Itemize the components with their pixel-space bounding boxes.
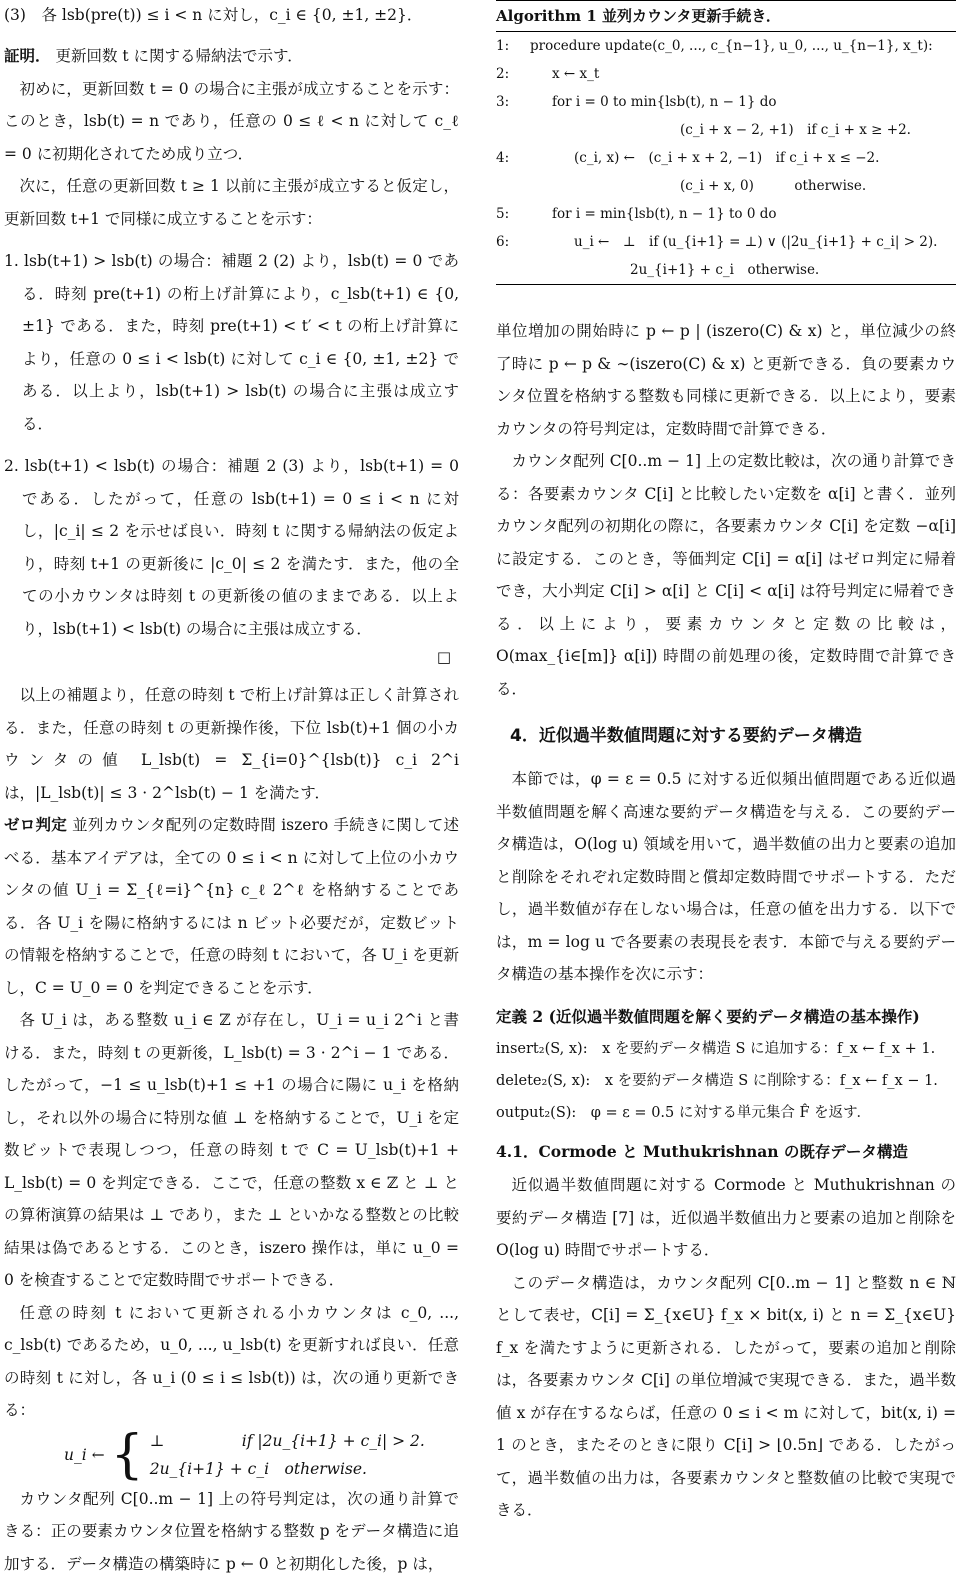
zero-test-paragraph <box>4 809 459 1004</box>
section-title: 4．近似過半数値問題に対する要約データ構造 <box>510 719 956 753</box>
algo-line <box>496 60 956 88</box>
ui-paragraph: 各 U_i は，ある整数 u_i ∈ ℤ が存在し，U_i = u_i 2^i と書ける．また，時刻 t の更新後，L_lsb(t) = 3 · 2^i − 1 である．したがって，−1 ≤ u_lsb(t)+1 ≤ +1 の場合に陽に u_i を格納し，それ以外の場合に特別な値 ⊥ を格納することで，U_i を定数ビットで表現しつつ，任意の時刻 t で C = U_lsb(t)+1 + L_lsb(t) = 0 を判定できる．ここで，任意の整数 x ∈ ℤ と ⊥ との算術演算の結果は ⊥ であり，また ⊥ といかなる整数との比較結果は偽であるとする．このとき，iszero 操作は，単に u_0 = 0 を検査することで定数時間でサポートできる． <box>4 1004 459 1297</box>
algo-line-text: (c_i, x) ← (c_i + x + 2, −1) if c_i + x ≤ −2. <box>530 144 879 172</box>
algo-line <box>496 172 956 200</box>
algo-line-number <box>496 116 530 144</box>
definition-output: output₂(S): φ = ε = 0.5 に対する単元集合 F̂ を返す． <box>496 1097 956 1129</box>
summary-paragraph: 以上の補題より，任意の時刻 t で桁上げ計算は正しく計算される．また，任意の時刻 t の更新操作後，下位 lsb(t)+1 個の小カウンタの値 L_lsb(t) = Σ_{i=0}^{lsb(t)} c_i 2^i は，|L_lsb(t)| ≤ 3 · 2^lsb(t) − 1 を満たす． <box>4 679 459 809</box>
update-paragraph: 任意の時刻 t において更新される小カウンタは c_0, ..., c_lsb(t) であるため，u_0, ..., u_lsb(t) を更新すれば良い．任意の時刻 t に対し，各 u_i (0 ≤ i ≤ lsb(t)) は，次の通り更新できる： <box>4 1297 459 1427</box>
algo-line <box>496 144 956 172</box>
algo-line <box>496 32 956 60</box>
definition-delete: delete₂(S, x): x を要約データ構造 S に削除する：f_x ← f_x − 1. <box>496 1065 956 1097</box>
algorithm-title: Algorithm 1 並列カウンタ更新手続き． <box>496 1 956 32</box>
algo-line-number: 4: <box>496 144 530 172</box>
algo-line-number: 5: <box>496 200 530 228</box>
proof-paragraph <box>4 40 459 73</box>
formula-lhs: u_i ← <box>64 1441 105 1469</box>
algo-line-text: x ← x_t <box>530 60 599 88</box>
formula-cases <box>150 1427 425 1483</box>
proof-title: 証明． <box>4 46 51 65</box>
cm-paragraph-2: このデータ構造は，カウンタ配列 C[0..m − 1] と整数 n ∈ ℕ として表せ，C[i] = Σ_{x∈U} f_x × bit(x, i) と n = Σ_{x∈U} f_x を満たすように更新される．したがって，要素の追加と削除は，各要素カウンタ C[i] の単位増減で実現できる．また，過半数値 x が存在するならば，任意の 0 ≤ i < m に対して，bit(x, i) = 1 のとき，またそのときに限り C[i] > ⌊0.5n⌋ である．したがって，過半数値の出力は，各要素カウンタと整数値の比較で実現できる． <box>496 1267 956 1527</box>
section-intro-paragraph: 本節では，φ = ε = 0.5 に対する近似頻出値問題である近似過半数値問題を解く高速な要約データ構造を与える．この要約データ構造は，O(log u) 領域を用いて，過半数値の出力と要素の追加と削除をそれぞれ定数時間と償却定数時間でサポートする．ただし，過半数値が存在しない場合は，任意の値を出力する．以下では，m = log u で各要素の表現長を表す．本節で与える要約データ構造の基本操作を次に示す： <box>496 763 956 991</box>
algo-line-text: for i = min{lsb(t), n − 1} to 0 do <box>530 200 776 228</box>
algo-line-text: 2u_{i+1} + c_i otherwise. <box>530 256 819 284</box>
lemma-item-3: (3) 各 lsb(pre(t)) ≤ i < n に対し，c_i ∈ {0, ±1, ±2}． <box>4 0 459 30</box>
algo-line-text: for i = 0 to min{lsb(t), n − 1} do <box>530 88 776 116</box>
ui-update-formula <box>4 1427 459 1483</box>
algo-line-text: procedure update(c_0, ..., c_{n−1}, u_0, ..., u_{n−1}, x_t): <box>530 32 933 60</box>
case-2: 2. lsb(t+1) < lsb(t) の場合：補題 2 (3) より，lsb(t+1) = 0 である．したがって，任意の lsb(t+1) = 0 ≤ i < n に対し，|c_i| ≤ 2 を示せば良い．時刻 t に関する帰納法の仮定より，時刻 t+1 の更新後に |c_0| ≤ 2 を満たす．また，他の全ての小カウンタは時刻 t の更新後の値のままである．以上より，lsb(t+1) < lsb(t) の場合に主張は成立する． <box>4 450 459 645</box>
right-column <box>496 0 956 1527</box>
sign-test-paragraph: カウンタ配列 C[0..m − 1] 上の符号判定は，次の通り計算できる：正の要素カウンタ位置を格納する整数 p をデータ構造に追加する．データ構造の構築時に p ← 0 と初期化した後，p は， <box>4 1483 459 1580</box>
algo-line-number: 2: <box>496 60 530 88</box>
formula-case-1: ⊥ if |2u_{i+1} + c_i| > 2. <box>150 1427 425 1455</box>
base-case-paragraph: 初めに，更新回数 t = 0 の場合に主張が成立することを示す：このとき，lsb(t) = n であり，任意の 0 ≤ ℓ < n に対して c_ℓ = 0 に初期化されてため成り立つ． <box>4 73 459 171</box>
constant-compare-paragraph: カウンタ配列 C[0..m − 1] 上の定数比較は，次の通り計算できる：各要素カウンタ C[i] と比較したい定数を α[i] と書く．並列カウンタ配列の初期化の際に，各要素カウンタ C[i] を定数 −α[i] に設定する．このとき，等価判定 C[i] = α[i] はゼロ判定に帰着でき，大小判定 C[i] > α[i] と C[i] < α[i] は符号判定に帰着できる．以上により，要素カウンタと定数の比較は，O(max_{i∈[m]} α[i]) 時間の前処理の後，定数時間で計算できる． <box>496 445 956 705</box>
zero-test-title: ゼロ判定 <box>4 815 67 834</box>
formula-brace: { <box>111 1429 144 1481</box>
subsection-title: 4.1．Cormode と Muthukrishnan の既存データ構造 <box>496 1137 956 1167</box>
algorithm-box <box>496 0 956 285</box>
case-1: 1. lsb(t+1) > lsb(t) の場合：補題 2 (2) より，lsb(t) = 0 である．時刻 pre(t+1) の桁上げ計算により，c_lsb(t+1) ∈ {0, ±1} である．また，時刻 pre(t+1) < t′ < t の桁上げ計算により，任意の 0 ≤ i < lsb(t) に対して c_i ∈ {0, ±1, ±2} である．以上より，lsb(t+1) > lsb(t) の場合に主張は成立する． <box>4 245 459 440</box>
formula-case-2: 2u_{i+1} + c_i otherwise. <box>150 1455 425 1483</box>
algo-line <box>496 88 956 116</box>
zero-test-text: 並列カウンタ配列の定数時間 iszero 手続きに関して述べる．基本アイデアは，全ての 0 ≤ i < n に対して上位の小カウンタの値 U_i = Σ_{ℓ=i}^{n} c_ℓ 2^ℓ を格納することである．各 U_i を陽に格納するには n ビット必要だが，定数ビットの情報を格納することで，任意の時刻 t において，各 U_i を更新し，C = U_0 = 0 を判定できることを示す． <box>4 816 459 997</box>
algo-line <box>496 228 956 256</box>
algo-line-text: u_i ← ⊥ if (u_{i+1} = ⊥) ∨ (|2u_{i+1} + c_i| > 2). <box>530 228 937 256</box>
induction-step-paragraph: 次に，任意の更新回数 t ≥ 1 以前に主張が成立すると仮定し，更新回数 t+1 で同様に成立することを示す： <box>4 170 459 235</box>
definition-insert: insert₂(S, x): x を要約データ構造 S に追加する：f_x ← f_x + 1. <box>496 1033 956 1065</box>
algo-line <box>496 256 956 284</box>
algo-line-number <box>496 256 530 284</box>
algo-line <box>496 200 956 228</box>
definition-title: 定義 2 (近似過半数値問題を解く要約データ構造の基本操作) <box>496 1001 956 1034</box>
algo-line-number: 6: <box>496 228 530 256</box>
left-column <box>4 0 459 1580</box>
algo-line-text: (c_i + x, 0) otherwise. <box>530 172 866 200</box>
algo-line-number <box>496 172 530 200</box>
sign-update-paragraph: 単位増加の開始時に p ← p | (iszero(C) & x) と，単位減少の終了時に p ← p & ∼(iszero(C) & x) と更新できる．負の要素カウンタ位置を格納する整数も同様に更新できる．以上により，要素カウンタの符号判定は，定数時間で計算できる． <box>496 315 956 445</box>
algo-line-number: 3: <box>496 88 530 116</box>
qed-symbol: □ <box>4 645 459 669</box>
algo-line-text: (c_i + x − 2, +1) if c_i + x ≥ +2. <box>530 116 911 144</box>
algo-line-number: 1: <box>496 32 530 60</box>
cm-paragraph-1: 近似過半数値問題に対する Cormode と Muthukrishnan の要約データ構造 [7] は，近似過半数値出力と要素の追加と削除を O(log u) 時間でサポートする． <box>496 1169 956 1267</box>
algo-line <box>496 116 956 144</box>
proof-intro: 更新回数 t に関する帰納法で示す． <box>55 47 302 65</box>
